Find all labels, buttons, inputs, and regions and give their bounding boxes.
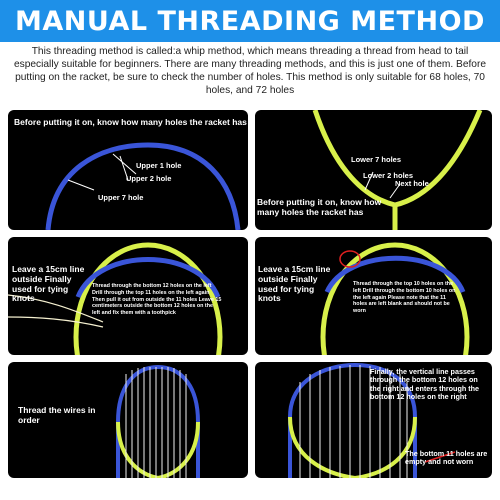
intro-text: This threading method is called:a whip method, which means threading a thread from head to tail especially suitable for beginners. There are many threading methods, and this is just one of them. Before putting on the racket, be sure to check the number of holes. This method is only suitable for 68 holes, 70 holes, and 72 holes xyxy=(13,46,487,96)
panel1-caption: Before putting it on, know how many holes the racket has xyxy=(14,117,247,127)
panel-thread-left-1 xyxy=(8,237,248,355)
panel5-caption: Thread the wires in order xyxy=(18,405,96,425)
label-lower-7-holes: Lower 7 holes xyxy=(351,155,402,164)
racket-head-blue-illustration xyxy=(8,110,248,230)
panel3-steps: Thread through the bottom 12 holes on the left Drill through the top 11 holes on the left again Then pull it out from outside the 11 holes Leave 15 centimeters outside the bottom 12 holes on the left and fix them with a toothpick xyxy=(92,283,222,316)
panel-thread-in-order xyxy=(8,362,248,478)
label-next-hole: Next hole xyxy=(395,179,429,188)
panel2-caption: Before putting it on, know how many holes the racket has xyxy=(257,197,382,217)
panel6-note: The bottom 11 holes are empty and not worn xyxy=(405,449,488,467)
panel-count-holes-upper xyxy=(8,110,248,230)
page-title: MANUAL THREADING METHOD xyxy=(15,5,485,37)
panel6-caption: Finally, the vertical line passes through the bottom 12 holes on the right and enters through the bottom 12 holes on the right xyxy=(370,367,480,401)
label-upper-7-hole: Upper 7 hole xyxy=(98,193,144,202)
panel4-steps: Thread through the top 10 holes on the left Drill through the bottom 10 holes on the left again Please note that the 11 holes are left blank and should not be worn xyxy=(353,281,456,314)
label-upper-1-hole: Upper 1 hole xyxy=(136,161,182,170)
panel-count-holes-lower xyxy=(255,110,492,230)
panel3-caption: Leave a 15cm line outside Finally used for tying knots xyxy=(12,264,85,304)
label-upper-2-hole: Upper 2 hole xyxy=(126,174,172,183)
panel-final-vertical-line xyxy=(255,362,492,478)
label-lower-2-holes: Lower 2 holes xyxy=(363,171,414,180)
panel4-caption: Leave a 15cm line outside Finally used for tying knots xyxy=(258,264,331,304)
panel-thread-left-2 xyxy=(255,237,492,355)
title-banner xyxy=(0,0,500,42)
